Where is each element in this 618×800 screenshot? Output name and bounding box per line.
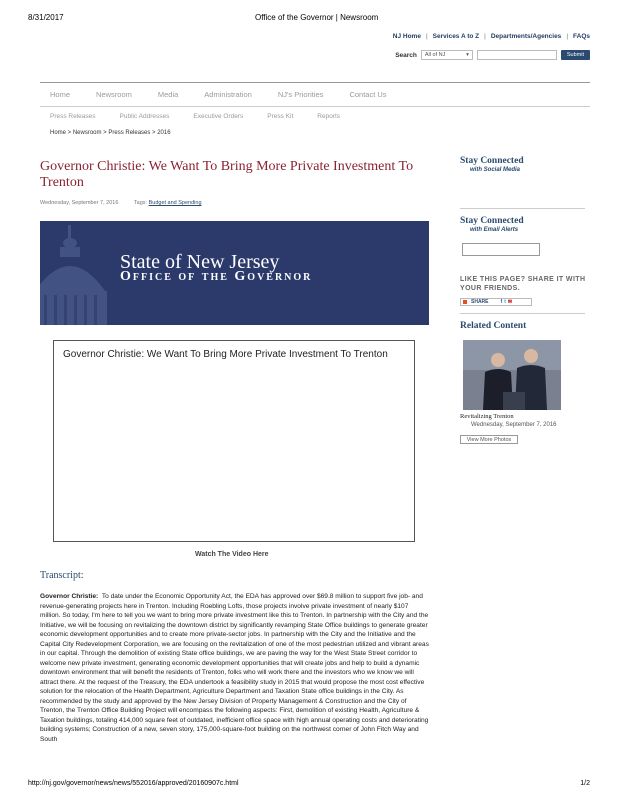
video-caption: Watch The Video Here [195,551,269,558]
share-icon [463,300,467,304]
top-nav-departments[interactable]: Departments/Agencies [490,33,562,40]
governor-office-banner [40,221,429,325]
social-heading: Stay Connected [460,156,524,166]
transcript-text: To date under the Economic Opportunity Act, the EDA has approved over $69.8 million to support five job- and revenue-generating projects here in Trenton. Including Roebling Lofts, those projects involve private investment of nearly $107 million. So today, I'm here to tell you we want to bring more private investment like this to Trenton. In partnership with the City and the Initiative, we will be focusing on revitalizing the downtown district by significantly revamping State Office buildings to generate greater economic development opportunities and to create more private-sector jobs. In partnership with the City and the Initiative and the Capital City Redevelopment Corporation, we are focusing on the revitalization of one of the most pedestrian utilized and vibrant areas in our capital. Through the demolition of existing State office buildings, we are paving the way for the West State Street corridor to welcome new private investment, generating economic development opportunities that will create jobs and help to build a dynamic downtown environment that will benefit the residents of Trenton, folks who will work there and the investors who we know we will attract there. At the request of the Treasury, the EDA undertook a feasibility study in 2015 that would propose the most cost effective solution for the relocation of the Health Department, Agriculture Department and Taxation State office buildings in the City. As recommended by the study and approved by the New Jersey Division of Property Management & Construction and the City of Trenton, the Trenton Office Building Project will encompass the following aspects: First, demolition of existing Health, Agriculture & Taxation buildings, totaling 414,000 square feet of outdated, inefficient office space with high annual operating costs and deteriorating building systems; Construction of a new, seven story, 175,000-square-foot building on the northwest corner of John Fitch Way and South [40,593,429,743]
email-icon: ✉ [507,299,513,305]
main-nav-contact[interactable]: Contact Us [349,90,387,99]
sub-nav [50,113,364,120]
search-scope-value: All of NJ [424,52,446,58]
print-url: http://nj.gov/governor/news/news/552016/approved/20160907c.html [28,780,239,787]
transcript-speaker: Governor Christie: [40,593,99,600]
video-title: Governor Christie: We Want To Bring More Private Investment To Trenton [63,349,388,360]
top-nav-nj-home[interactable]: NJ Home [392,33,421,40]
main-nav-administration[interactable]: Administration [204,90,252,99]
share-prompt: LIKE THIS PAGE? SHARE IT WITH YOUR FRIENDS. [460,276,586,292]
email-subheading: with Email Alerts [470,227,519,233]
sub-nav-executive-orders[interactable]: Executive Orders [193,113,244,120]
search-scope-select[interactable] [421,50,473,60]
article-title: Governor Christie: We Want To Bring More Private Investment To Trenton [40,159,414,190]
banner-office-name: Office of the Governor [120,269,313,284]
search-submit-button[interactable]: Submit [561,50,590,60]
search-label: Search [395,51,417,59]
nav-separator: | [484,33,486,40]
related-photo-image [463,340,561,410]
main-nav-priorities[interactable]: NJ's Priorities [277,90,324,99]
facebook-icon: f [500,299,503,305]
article-date: Wednesday, September 7, 2016 [40,200,119,206]
print-date: 8/31/2017 [28,13,64,22]
nav-separator: | [425,33,428,40]
view-more-photos-button[interactable]: View More Photos [460,435,518,444]
share-button[interactable] [460,298,532,306]
related-heading: Related Content [460,321,527,331]
tags-label: Tags: [133,200,148,206]
sidebar-divider [460,208,585,209]
main-nav-media[interactable]: Media [157,90,179,99]
search-input[interactable] [477,50,557,60]
sidebar-divider [460,313,585,314]
top-nav-services[interactable]: Services A to Z [432,33,480,40]
email-heading: Stay Connected [460,216,524,226]
main-nav-newsroom[interactable]: Newsroom [96,90,132,99]
banner-state-name: State of New Jersey [120,251,280,273]
sub-nav-press-releases[interactable]: Press Releases [50,113,96,120]
share-label: SHARE [471,299,489,305]
breadcrumb[interactable]: Home > Newsroom > Press Releases > 2016 [50,130,171,136]
print-page-number: 1/2 [580,780,590,787]
related-caption[interactable]: Revitalizing Trenton [460,413,514,420]
sub-nav-reports[interactable]: Reports [317,113,341,120]
search-bar [395,50,590,60]
top-nav [393,33,590,40]
twitter-icon: t [504,299,506,305]
related-photo[interactable] [463,340,561,410]
top-nav-faqs[interactable]: FAQs [573,33,590,40]
video-player[interactable] [53,340,415,542]
social-subheading: with Social Media [470,167,521,173]
nav-top-divider [40,82,590,83]
email-alert-input[interactable] [462,243,540,256]
article-meta [40,200,202,206]
transcript-heading: Transcript: [40,570,84,581]
nav-bottom-divider [40,106,590,107]
main-nav [50,90,413,99]
chevron-down-icon: ▾ [466,52,469,58]
related-date: Wednesday, September 7, 2016 [471,422,557,428]
sub-nav-public-addresses[interactable]: Public Addresses [119,113,170,120]
tag-link-budget[interactable]: Budget and Spending [148,200,202,206]
sub-nav-press-kit[interactable]: Press Kit [267,113,294,120]
main-nav-home[interactable]: Home [50,90,71,99]
nav-separator: | [566,33,569,40]
print-title: Office of the Governor | Newsroom [255,13,379,22]
transcript-body [40,592,429,744]
